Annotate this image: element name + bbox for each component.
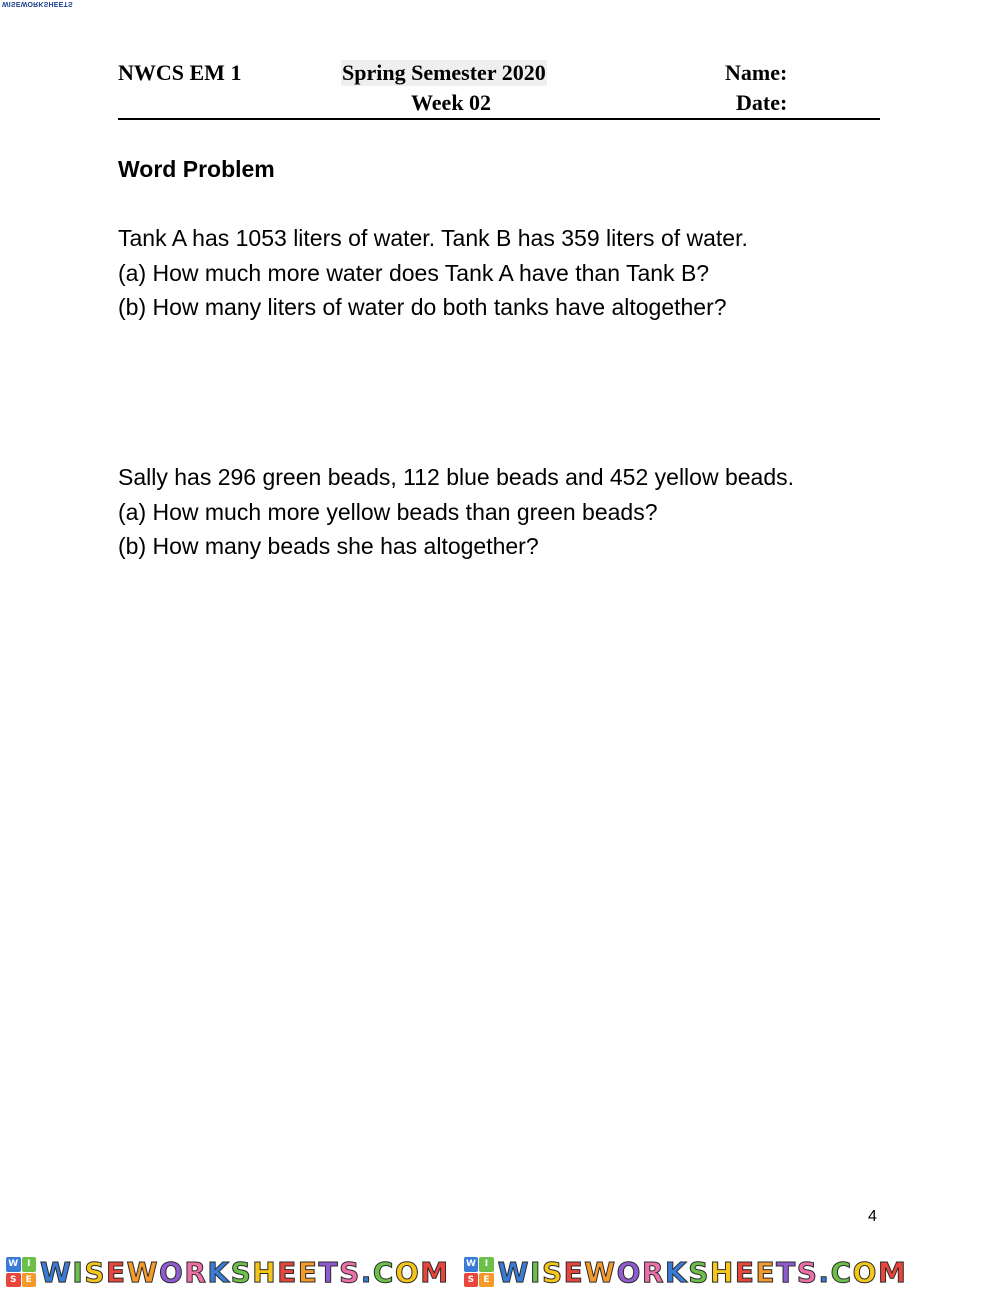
brand-letter: T (776, 1255, 797, 1289)
brand-letter: E (277, 1255, 298, 1289)
problem-statement: Sally has 296 green beads, 112 blue beads and 452 yellow beads. (118, 464, 795, 490)
brand-mark (0, 1256, 450, 1289)
wise-logo-icon (6, 1257, 36, 1287)
page-number: 4 (868, 1208, 877, 1225)
brand-letter: E (755, 1255, 777, 1289)
brand-letter: W (126, 1255, 160, 1289)
brand-text (40, 1256, 450, 1289)
name-label: Name: (725, 60, 788, 85)
wise-logo-icon (464, 1257, 494, 1287)
brand-letter: R (184, 1255, 208, 1289)
header-divider (118, 118, 880, 120)
brand-letter: O (852, 1255, 878, 1289)
top-watermark: WISEWORKSHEETS (2, 0, 73, 7)
problem-part-b: (b) How many liters of water do both tanks have altogether? (118, 294, 727, 320)
problem-part-b: (b) How many beads she has altogether? (118, 533, 539, 559)
brand-mark (458, 1256, 908, 1289)
brand-letter: K (207, 1255, 231, 1289)
brand-letter: S (688, 1255, 710, 1289)
brand-letter: S (796, 1255, 819, 1289)
brand-letter: K (665, 1255, 689, 1289)
brand-letter: S (339, 1255, 361, 1289)
section-title: Word Problem (118, 156, 275, 182)
brand-letter: I (72, 1255, 85, 1289)
logo-letter: W (464, 1257, 479, 1272)
date-label: Date: (736, 90, 788, 115)
brand-text (498, 1256, 908, 1289)
brand-letter: . (818, 1255, 831, 1289)
brand-letter: E (734, 1255, 756, 1289)
logo-letter: S (6, 1273, 21, 1288)
brand-letter: O (394, 1255, 421, 1289)
logo-letter: I (22, 1257, 37, 1272)
brand-letter: E (563, 1255, 585, 1289)
logo-letter: W (6, 1257, 21, 1272)
brand-letter: W (584, 1255, 617, 1289)
week-label: Week 02 (411, 90, 492, 115)
brand-letter: C (372, 1255, 395, 1289)
brand-letter: E (105, 1255, 127, 1289)
brand-letter: H (709, 1255, 735, 1289)
problem-part-a: (a) How much more water does Tank A have than Tank B? (118, 259, 710, 286)
brand-letter: S (230, 1255, 253, 1289)
brand-letter: S (84, 1255, 106, 1289)
brand-letter: R (641, 1255, 666, 1289)
brand-letter: S (541, 1255, 564, 1289)
problem-1 (118, 221, 748, 325)
brand-letter: T (318, 1255, 340, 1289)
problem-statement: Tank A has 1053 liters of water. Tank B has 359 liters of water. (118, 225, 748, 251)
brand-letter: W (40, 1255, 73, 1289)
brand-letter: M (877, 1255, 908, 1289)
semester-label: Spring Semester 2020 (342, 60, 546, 85)
brand-letter: O (616, 1255, 642, 1289)
brand-letter: O (159, 1255, 185, 1289)
brand-letter: H (252, 1255, 278, 1289)
logo-letter: E (479, 1273, 494, 1288)
logo-letter: I (479, 1257, 494, 1272)
brand-letter: M (420, 1255, 450, 1289)
logo-letter: E (22, 1273, 37, 1288)
brand-letter: W (497, 1255, 531, 1289)
brand-letter: C (830, 1255, 853, 1289)
brand-letter: I (530, 1255, 542, 1289)
problem-2 (118, 460, 794, 564)
brand-letter: E (297, 1255, 319, 1289)
logo-letter: S (464, 1273, 479, 1288)
problem-part-a: (a) How much more yellow beads than green beads? (118, 498, 658, 525)
brand-letter: . (360, 1255, 373, 1289)
course-code: NWCS EM 1 (118, 60, 242, 85)
footer-watermark (0, 1253, 1000, 1291)
